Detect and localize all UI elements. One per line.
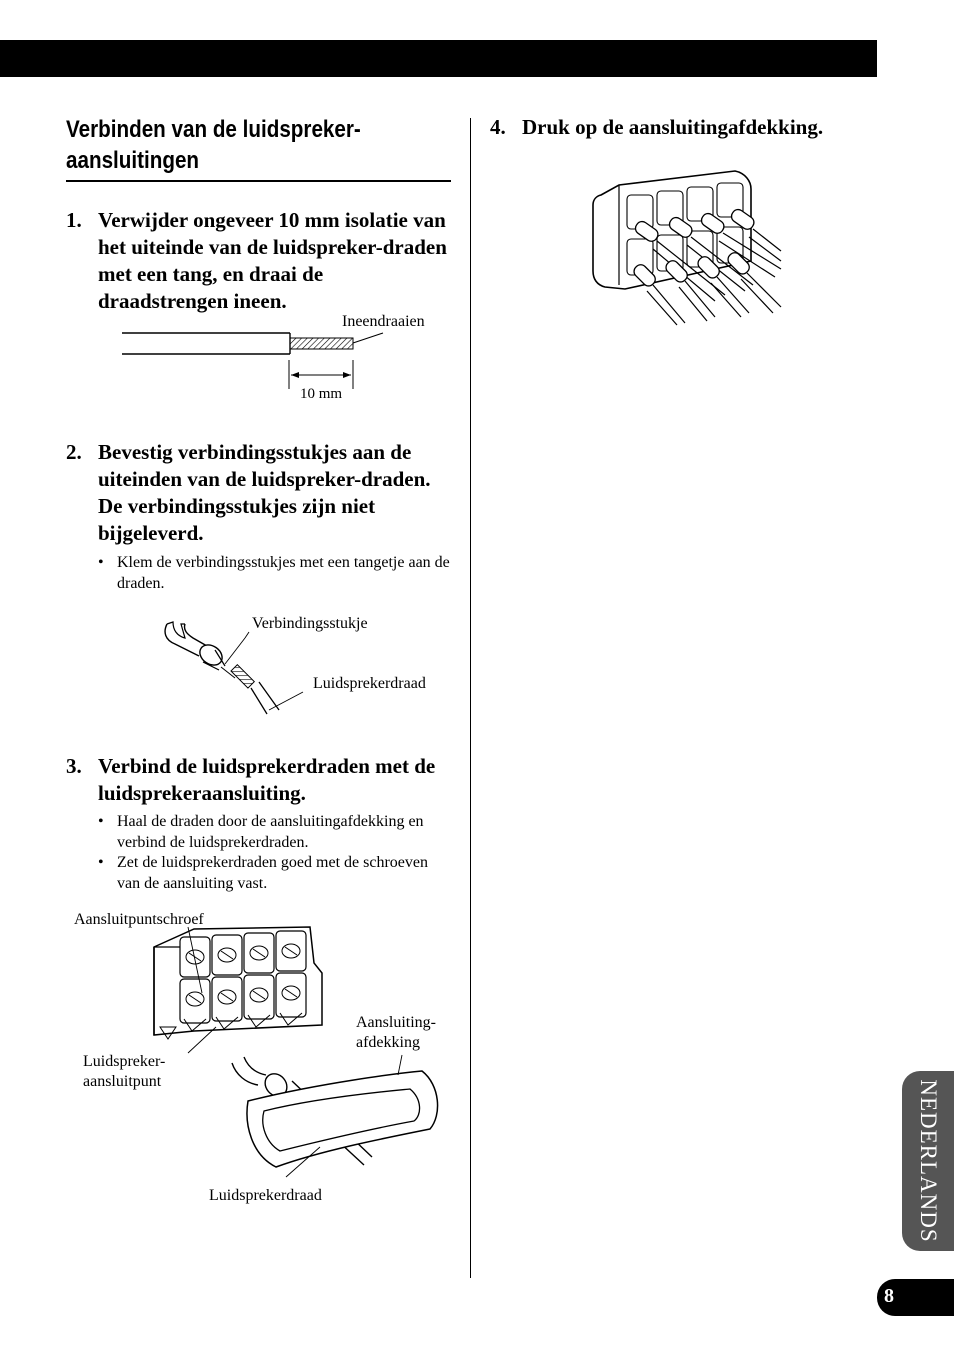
section-heading-line-1: Verbinden van de luidspreker- (66, 116, 361, 143)
bullet-text: Zet de luidsprekerdraden goed met de schroeven van de aansluiting vast. (117, 854, 428, 892)
step-3-bullet-2 (98, 853, 450, 894)
step-2-number: 2. (66, 440, 82, 464)
section-heading (66, 114, 397, 176)
step-4-number: 4. (490, 115, 506, 139)
cover-label-line-2: afdekking (356, 1034, 420, 1051)
screw-label: Aansluitpuntschroef (74, 911, 204, 928)
step-2 (66, 439, 456, 547)
terminal-label-line-1: Luidspreker- (83, 1053, 166, 1070)
covered-block-figure (585, 165, 815, 335)
step-3-bullets (98, 812, 450, 894)
cover-label-line-1: Aansluiting- (356, 1014, 436, 1031)
step-4-text: Druk op de aansluitingafdekking. (522, 115, 824, 139)
step-3-number: 3. (66, 754, 82, 778)
step-3 (66, 753, 456, 807)
terminal-label-line-2: aansluitpunt (83, 1073, 162, 1090)
header-bar (0, 40, 877, 77)
bullet-dot: • (98, 813, 104, 830)
heading-underline (66, 180, 451, 182)
language-tab-text: NEDERLANDS (916, 1079, 941, 1243)
step-1-number: 1. (66, 208, 82, 232)
step-4 (490, 114, 870, 141)
step-2-bullets (98, 553, 450, 594)
wire-label-fig2: Luidsprekerdraad (313, 675, 426, 692)
step-3-text: Verbind de luidsprekerdraden met de luidsprekeraansluiting. (98, 754, 436, 805)
bullet-dot: • (98, 854, 104, 871)
step-2-bullet-1 (98, 553, 450, 594)
page-number: 8 (884, 1285, 894, 1307)
bullet-text: Klem de verbindingsstukjes met een tangetje aan de draden. (117, 554, 450, 592)
step-1-text: Verwijder ongeveer 10 mm isolatie van het uiteinde van de luidspreker-draden met een tang, en draai de draadstrengen ineen. (98, 208, 447, 313)
step-3-bullet-1 (98, 812, 450, 853)
terminal-label (83, 1052, 165, 1092)
step-2-text: Bevestig verbindingsstukjes aan de uiteinden van de luidspreker-draden. De verbindingsstukjes zijn niet bijgeleverd. (98, 440, 431, 545)
step-1 (66, 207, 456, 315)
bullet-text: Haal de draden door de aansluitingafdekking en verbind de luidsprekerdraden. (117, 813, 424, 851)
bullet-dot: • (98, 554, 104, 571)
wire-label-fig3: Luidsprekerdraad (209, 1187, 322, 1204)
column-divider (470, 118, 471, 1278)
connector-label: Verbindingsstukje (252, 615, 368, 632)
length-label: 10 mm (300, 386, 343, 402)
cover-label (356, 1013, 436, 1053)
twist-label: Ineendraaien (342, 313, 425, 330)
section-heading-line-2: aansluitingen (66, 147, 200, 174)
